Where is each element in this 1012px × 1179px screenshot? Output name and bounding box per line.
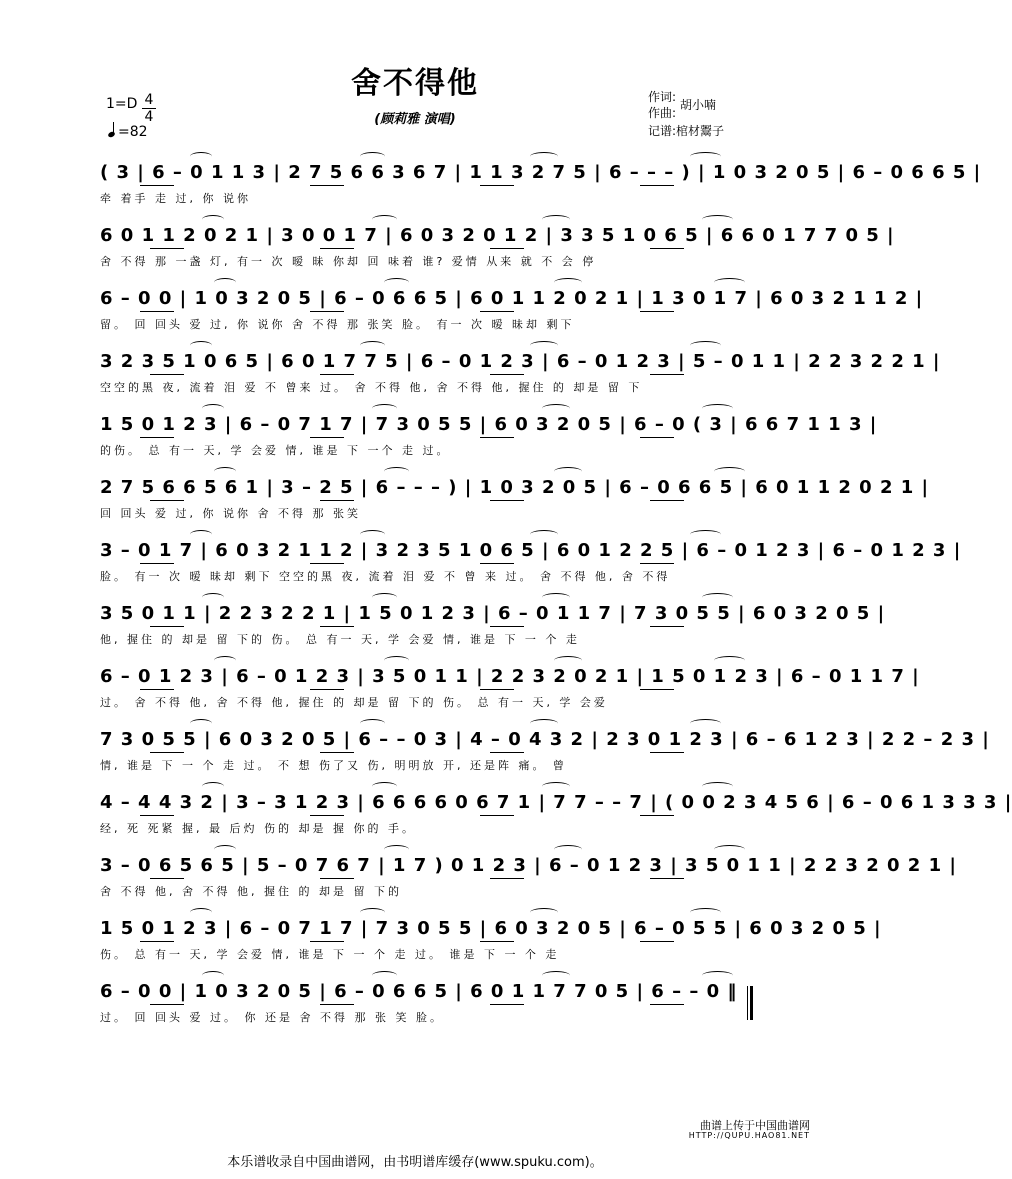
beam-underline — [650, 752, 684, 753]
composer-name: 胡小喃 — [680, 98, 717, 112]
tie-mark — [702, 971, 733, 980]
beam-underline — [490, 374, 524, 375]
tie-mark — [542, 782, 570, 791]
tie-mark — [542, 404, 570, 413]
composer-label: 作曲: — [648, 106, 677, 120]
lyric-line: 过。 舍 不得 他, 舍 不得 他, 握住 的 却是 留 下的 伤。 总 有一 天, 学 会爱 — [100, 696, 608, 709]
tie-mark — [530, 908, 558, 917]
key-signature: 1=D — [106, 96, 138, 112]
beam-underline — [140, 437, 174, 438]
tie-mark — [202, 782, 224, 791]
tie-mark — [554, 278, 582, 287]
beam-underline — [640, 437, 674, 438]
tempo-marking — [108, 122, 148, 140]
lyric-line: 过。 回 回头 爱 过。 你 还是 舍 不得 那 张 笑 脸。 — [100, 1011, 444, 1024]
beam-underline — [320, 248, 354, 249]
beam-underline — [310, 437, 344, 438]
lyric-line: 空空的黑 夜, 流着 泪 爱 不 曾来 过。 舍 不得 他, 舍 不得 他, 握住 的 却是 留 下 — [100, 381, 643, 394]
tie-mark — [714, 467, 745, 476]
tie-mark — [384, 845, 409, 854]
beam-underline — [490, 752, 524, 753]
tie-mark — [714, 845, 745, 854]
beam-underline — [650, 374, 684, 375]
tie-mark — [190, 908, 212, 917]
tie-mark — [530, 152, 558, 161]
tie-mark — [214, 845, 236, 854]
notation-line: 6 0 1 1 2 0 2 1 | 3 0 0 1 7 | 6 0 3 2 0 1 2 | 3 3 5 1 0 6 5 | 6 6 0 1 7 7 0 5 | — [100, 225, 895, 246]
notation-line: 1 5 0 1 2 3 | 6 – 0 7 1 7 | 7 3 0 5 5 | 6 0 3 2 0 5 | 6 – 0 ( 3 | 6 6 7 1 1 3 | — [100, 414, 878, 435]
beam-underline — [640, 941, 674, 942]
tie-mark — [714, 278, 745, 287]
tie-mark — [702, 404, 733, 413]
tie-mark — [542, 215, 570, 224]
beam-underline — [310, 311, 344, 312]
notation-line: 2 7 5 6 6 5 6 1 | 3 – 2 5 | 6 – – – ) | 1 0 3 2 0 5 | 6 – 0 6 6 5 | 6 0 1 1 2 0 2 1 | — [100, 477, 930, 498]
beam-underline — [480, 185, 514, 186]
tie-mark — [690, 530, 721, 539]
tie-mark — [372, 404, 397, 413]
tie-mark — [702, 215, 733, 224]
upload-url: HTTP://QUPU.HAO81.NET — [688, 1131, 810, 1140]
lyric-line: 脸。 有一 次 暧 昧却 剩下 空空的黑 夜, 流着 泪 爱 不 曾 来 过。 舍 不得 他, 舍 不得 — [100, 570, 671, 583]
beam-underline — [490, 878, 524, 879]
tie-mark — [542, 971, 570, 980]
lyric-line: 留。 回 回头 爱 过, 你 说你 舍 不得 那 张笑 脸。 有一 次 暧 昧却 剩下 — [100, 318, 575, 331]
performer: (顾莉雅 演唱) — [374, 112, 456, 127]
tie-mark — [202, 971, 224, 980]
tie-mark — [702, 782, 733, 791]
tie-mark — [554, 656, 582, 665]
tie-mark — [702, 593, 733, 602]
beam-underline — [490, 248, 524, 249]
lyric-line: 伤。 总 有一 天, 学 会爱 情, 谁是 下 一 个 走 过。 谁是 下 一 个 走 — [100, 948, 560, 961]
tie-mark — [530, 341, 558, 350]
tie-mark — [384, 278, 409, 287]
beam-underline — [150, 1004, 184, 1005]
tie-mark — [530, 530, 558, 539]
tie-mark — [202, 593, 224, 602]
tie-mark — [372, 782, 397, 791]
beam-underline — [480, 689, 514, 690]
tie-mark — [542, 593, 570, 602]
tie-mark — [360, 719, 385, 728]
tie-mark — [214, 656, 236, 665]
notation-line: 3 5 0 1 1 | 2 2 3 2 2 1 | 1 5 0 1 2 3 | 6 – 0 1 1 7 | 7 3 0 5 5 | 6 0 3 2 0 5 | — [100, 603, 886, 624]
tie-mark — [690, 152, 721, 161]
tie-mark — [190, 152, 212, 161]
beam-underline — [480, 815, 514, 816]
tie-mark — [714, 656, 745, 665]
beam-underline — [140, 311, 174, 312]
notation-line: 1 5 0 1 2 3 | 6 – 0 7 1 7 | 7 3 0 5 5 | 6 0 3 2 0 5 | 6 – 0 5 5 | 6 0 3 2 0 5 | — [100, 918, 882, 939]
notation-line: 6 – 0 1 2 3 | 6 – 0 1 2 3 | 3 5 0 1 1 | 2 2 3 2 0 2 1 | 1 5 0 1 2 3 | 6 – 0 1 1 7 | — [100, 666, 920, 687]
lyric-line: 经, 死 死紧 握, 最 后灼 伤的 却是 握 你的 手。 — [100, 822, 416, 835]
notation-line: 7 3 0 5 5 | 6 0 3 2 0 5 | 6 – – 0 3 | 4 – 0 4 3 2 | 2 3 0 1 2 3 | 6 – 6 1 2 3 | 2 2 – 2 3 | — [100, 729, 990, 750]
time-signature-bottom: 4 — [142, 108, 156, 125]
notation-line: 6 – 0 0 | 1 0 3 2 0 5 | 6 – 0 6 6 5 | 6 0 1 1 7 7 0 5 | 6 – – 0 ‖ — [100, 981, 738, 1002]
source-note: 本乐谱收录自中国曲谱网，由书明谱库缓存(www.spuku.com)。 — [227, 1155, 603, 1170]
tempo-value: =82 — [118, 124, 148, 140]
lyric-line: 牵 着手 走 过, 你 说你 — [100, 192, 251, 205]
tie-mark — [372, 971, 397, 980]
beam-underline — [320, 626, 354, 627]
tie-mark — [190, 341, 212, 350]
beam-underline — [490, 500, 524, 501]
beam-underline — [150, 752, 184, 753]
beam-underline — [650, 626, 684, 627]
lyric-line: 他, 握住 的 却是 留 下的 伤。 总 有一 天, 学 会爱 情, 谁是 下 一 个 走 — [100, 633, 580, 646]
beam-underline — [640, 311, 674, 312]
beam-underline — [320, 752, 354, 753]
beam-underline — [320, 374, 354, 375]
tie-mark — [190, 719, 212, 728]
beam-underline — [480, 563, 514, 564]
tie-mark — [360, 530, 385, 539]
tie-mark — [360, 908, 385, 917]
beam-underline — [640, 689, 674, 690]
beam-underline — [480, 311, 514, 312]
tie-mark — [360, 341, 385, 350]
tie-mark — [202, 215, 224, 224]
tie-mark — [372, 593, 397, 602]
beam-underline — [310, 563, 344, 564]
beam-underline — [140, 185, 174, 186]
tie-mark — [690, 341, 721, 350]
beam-underline — [490, 1004, 524, 1005]
beam-underline — [480, 941, 514, 942]
tie-mark — [360, 152, 385, 161]
final-barline — [747, 986, 753, 1020]
lyric-line: 的伤。 总 有一 天, 学 会爱 情, 谁是 下 一个 走 过。 — [100, 444, 451, 457]
beam-underline — [650, 878, 684, 879]
transcriber: 记谱:棺材鬻子 — [648, 124, 725, 138]
lyric-line: 舍 不得 那 一盏 灯, 有一 次 暧 昧 你却 回 味着 谁? 爱情 从来 就 不 会 停 — [100, 255, 597, 268]
time-signature-top: 4 — [144, 92, 154, 108]
lyric-line: 回 回头 爱 过, 你 说你 舍 不得 那 张笑 — [100, 507, 361, 520]
beam-underline — [650, 500, 684, 501]
tie-mark — [214, 467, 236, 476]
tie-mark — [202, 404, 224, 413]
tie-mark — [554, 467, 582, 476]
beam-underline — [310, 941, 344, 942]
beam-underline — [150, 500, 184, 501]
tie-mark — [554, 845, 582, 854]
beam-underline — [320, 500, 354, 501]
notation-line: 3 2 3 5 1 0 6 5 | 6 0 1 7 7 5 | 6 – 0 1 2 3 | 6 – 0 1 2 3 | 5 – 0 1 1 | 2 2 3 2 2 1 | — [100, 351, 941, 372]
beam-underline — [640, 815, 674, 816]
quarter-note-icon — [108, 122, 118, 138]
beam-underline — [320, 878, 354, 879]
notation-line: 4 – 4 4 3 2 | 3 – 3 1 2 3 | 6 6 6 6 0 6 7 1 | 7 7 – – 7 | ( 0 0 2 3 4 5 6 | 6 – 0 6 1 3 3 3 | — [100, 792, 1012, 813]
tie-mark — [690, 908, 721, 917]
beam-underline — [140, 689, 174, 690]
beam-underline — [480, 437, 514, 438]
beam-underline — [150, 248, 184, 249]
beam-underline — [310, 815, 344, 816]
beam-underline — [650, 248, 684, 249]
notation-line: ( 3 | 6 – 0 1 1 3 | 2 7 5 6 6 3 6 7 | 1 1 3 2 7 5 | 6 – – – ) | 1 0 3 2 0 5 | 6 – 0 6 6 5 | — [100, 162, 982, 183]
lyric-line: 情, 谁是 下 一 个 走 过。 不 想 伤了又 伤, 明明放 开, 还是阵 痛。 曾 — [100, 759, 567, 772]
tie-mark — [690, 719, 721, 728]
lyricist-label: 作词: — [648, 90, 677, 104]
notation-line: 3 – 0 6 5 6 5 | 5 – 0 7 6 7 | 1 7 ) 0 1 2 3 | 6 – 0 1 2 3 | 3 5 0 1 1 | 2 2 3 2 0 2 1 | — [100, 855, 957, 876]
beam-underline — [640, 563, 674, 564]
tie-mark — [214, 278, 236, 287]
tie-mark — [384, 467, 409, 476]
tie-mark — [530, 719, 558, 728]
notation-line: 6 – 0 0 | 1 0 3 2 0 5 | 6 – 0 6 6 5 | 6 0 1 1 2 0 2 1 | 1 3 0 1 7 | 6 0 3 2 1 1 2 | — [100, 288, 924, 309]
beam-underline — [490, 626, 524, 627]
lyric-line: 舍 不得 他, 舍 不得 他, 握住 的 却是 留 下的 — [100, 885, 402, 898]
tie-mark — [384, 656, 409, 665]
beam-underline — [150, 878, 184, 879]
upload-note: 曲谱上传于中国曲谱网 — [700, 1119, 810, 1132]
beam-underline — [140, 941, 174, 942]
beam-underline — [310, 689, 344, 690]
notation-line: 3 – 0 1 7 | 6 0 3 2 1 1 2 | 3 2 3 5 1 0 6 5 | 6 0 1 2 2 5 | 6 – 0 1 2 3 | 6 – 0 1 2 3 | — [100, 540, 962, 561]
beam-underline — [310, 185, 344, 186]
song-title: 舍不得他 — [351, 66, 479, 101]
time-signature — [142, 92, 156, 125]
beam-underline — [140, 815, 174, 816]
beam-underline — [140, 563, 174, 564]
beam-underline — [150, 626, 184, 627]
tie-mark — [190, 530, 212, 539]
beam-underline — [640, 185, 674, 186]
beam-underline — [150, 374, 184, 375]
beam-underline — [320, 1004, 354, 1005]
beam-underline — [650, 1004, 684, 1005]
tie-mark — [372, 215, 397, 224]
